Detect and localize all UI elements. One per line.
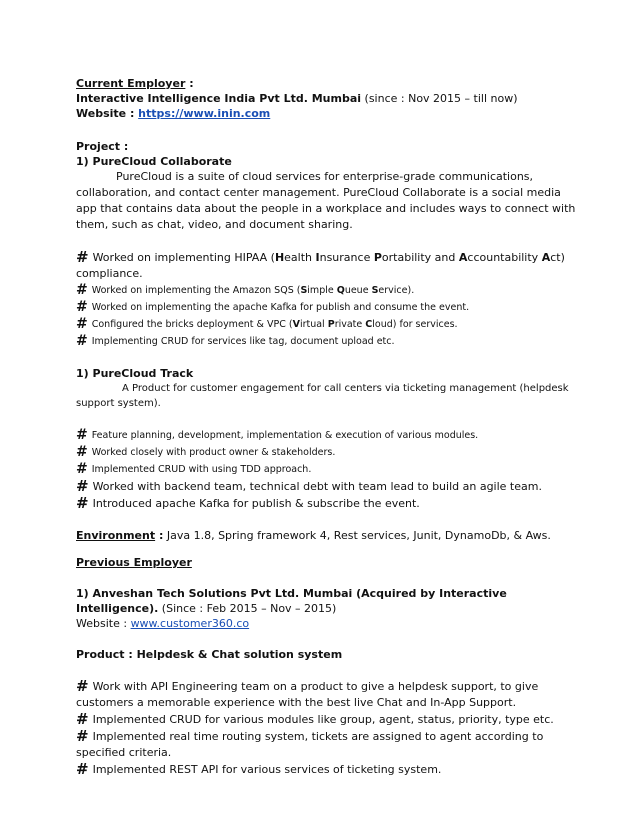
hash-bullet-icon: # [76, 248, 89, 266]
previous-bullet-3: # Implemented real time routing system, tickets are assigned to agent according to specified criteria. [76, 727, 544, 759]
environment-sep: : [155, 529, 164, 542]
environment-label: Environment [76, 529, 156, 542]
project-1-bullet-5: # Implementing CRUD for services like tag, document upload etc. [76, 333, 395, 349]
previous-employer-website-line [76, 616, 576, 631]
previous-website-label: Website : [76, 617, 131, 630]
previous-employer-since: (Since : Feb 2015 – Nov – 2015) [158, 602, 337, 615]
current-employer-since: (since : Nov 2015 – till now) [361, 92, 518, 105]
hash-bullet-icon: # [76, 316, 88, 332]
project-1-title: 1) PureCloud Collaborate [76, 155, 232, 168]
current-employer-company-line [76, 91, 576, 106]
current-employer-company: Interactive Intelligence India Pvt Ltd. Mumbai [76, 92, 362, 105]
project-2-bullet-4: # Worked with backend team, technical debt with team lead to build an agile team. [76, 477, 542, 495]
project-1-bullet-4: # Configured the bricks deployment & VPC (Virtual Private Cloud) for services. [76, 316, 458, 332]
hash-bullet-icon: # [76, 494, 89, 512]
current-employer-website-line [76, 106, 576, 121]
hash-bullet-icon: # [76, 427, 88, 443]
project-1-description: PureCloud is a suite of cloud services for enterprise-grade communications, collaboration, and contact center management. PureCloud Collaborate is a social media app that contains data about the people in a workplace and includes ways to connect with them, such as chat, video, and document sharing. [76, 170, 576, 231]
hash-bullet-icon: # [76, 444, 88, 460]
environment-line [76, 528, 576, 543]
project-2-description: A Product for customer engagement for call centers via ticketing management (helpdesk support system). [76, 383, 569, 409]
previous-bullet-1: # Work with API Engineering team on a product to give a helpdesk support, to give customers a memorable experience with the best live Chat and In-App Support. [76, 677, 539, 709]
project-1-bullet-3: # Worked on implementing the apache Kafka for publish and consume the event. [76, 299, 470, 315]
project-2-bullet-1: # Feature planning, development, implementation & execution of various modules. [76, 427, 479, 443]
project-2-title: 1) PureCloud Track [76, 367, 194, 380]
previous-employer-company-cont: Intelligence). [76, 602, 159, 615]
environment-value: Java 1.8, Spring framework 4, Rest services, Junit, DynamoDb, & Aws. [163, 529, 551, 542]
previous-bullet-4: # Implemented REST API for various services of ticketing system. [76, 760, 442, 778]
hash-bullet-icon: # [76, 677, 89, 695]
current-website-label: Website : [76, 107, 139, 120]
hash-bullet-icon: # [76, 477, 89, 495]
product-heading: Product : Helpdesk & Chat solution system [76, 648, 343, 661]
project-2-bullet-3: # Implemented CRUD with using TDD approach. [76, 461, 312, 477]
project-heading: Project : [76, 140, 129, 153]
current-employer-label: Current Employer [76, 77, 186, 90]
previous-employer-company-line-2 [76, 601, 576, 616]
project-2-bullet-2: # Worked closely with product owner & stakeholders. [76, 444, 336, 460]
project-2-bullet-5: # Introduced apache Kafka for publish & subscribe the event. [76, 494, 420, 512]
previous-website-link[interactable]: www.customer360.co [130, 617, 250, 630]
hash-bullet-icon: # [76, 333, 88, 349]
previous-bullet-2: # Implemented CRUD for various modules like group, agent, status, priority, type etc. [76, 710, 554, 728]
hash-bullet-icon: # [76, 299, 88, 315]
project-1-bullet-1: # Worked on implementing HIPAA (Health Insurance Portability and Accountability Act) compliance. [76, 248, 565, 280]
resume-content [76, 76, 576, 778]
current-employer-label-suffix: : [185, 77, 194, 90]
current-website-link[interactable]: https://www.inin.com [138, 107, 271, 120]
hash-bullet-icon: # [76, 727, 89, 745]
hash-bullet-icon: # [76, 760, 89, 778]
previous-employer-heading: Previous Employer [76, 556, 192, 569]
hash-bullet-icon: # [76, 282, 88, 298]
current-employer-heading [76, 76, 576, 91]
hash-bullet-icon: # [76, 461, 88, 477]
project-1-bullet-2: # Worked on implementing the Amazon SQS (Simple Queue Service). [76, 282, 415, 298]
previous-employer-company-line-1: 1) Anveshan Tech Solutions Pvt Ltd. Mumbai (Acquired by Interactive [76, 587, 507, 600]
hash-bullet-icon: # [76, 710, 89, 728]
